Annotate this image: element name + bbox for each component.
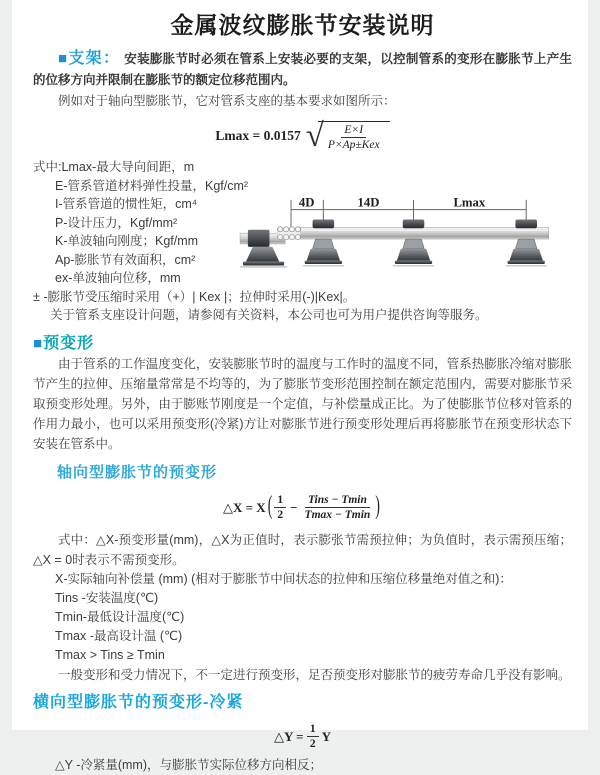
definition-line: P-设计压力，Kgf/mm² — [55, 215, 178, 230]
lateral-preform-formula — [33, 722, 572, 752]
support-example-line: 例如对于轴向型膨胀节，它对管系支座的基本要求如图所示： — [58, 94, 396, 108]
one-half-fraction — [307, 722, 319, 751]
document-content — [12, 10, 588, 775]
fraction-numerator: Tins − Tmin — [305, 493, 370, 508]
cold-pull-note: △Y -冷紧量(mm)，与膨胀节实际位移方向相反； — [55, 757, 323, 772]
open-paren: ( — [267, 492, 273, 521]
pipe — [301, 227, 549, 239]
temperature-relation: Tmax > Tins ≥ Tmin — [55, 647, 165, 662]
fraction — [325, 123, 383, 152]
x-definition: X-实际轴向补偿量 (mm) (相对于膨胀节中间状态的拉伸和压缩位移量绝对值之和)： — [55, 571, 512, 586]
pipe-support-diagram — [240, 192, 588, 290]
page-title: 金属波纹膨胀节安装说明 — [170, 12, 435, 38]
formula-rhs: Y — [321, 728, 331, 744]
square-bullet-icon: ■ — [33, 334, 43, 352]
definition-line: 式中:Lmax-最大导向间距，m — [33, 160, 195, 174]
temperature-definition: Tmax -最高设计温 (℃) — [55, 628, 183, 643]
preform-general-note: 一般变形和受力情况下，不一定进行预变形，足否预变形对膨胀节的疲劳寿命几乎没有影响。 — [58, 667, 571, 682]
axial-preform-formula — [33, 490, 572, 526]
dim-label-lmax: Lmax — [453, 195, 486, 210]
support-section-label: 支架： — [68, 50, 121, 67]
consult-note: 关于管系支座设计问题，请参阅有关资料，本公司也可为用户提供咨询等服务。 — [50, 308, 488, 322]
formula-lhs: △X = X — [223, 499, 266, 515]
dim-label-4d: 4D — [298, 195, 315, 210]
one-half-fraction — [274, 493, 286, 522]
minus-sign: − — [290, 499, 298, 515]
fraction-numerator: 1 — [274, 493, 286, 508]
pipe-guide-support-1 — [303, 219, 344, 266]
close-paren: ) — [375, 492, 380, 521]
lmax-formula — [33, 116, 572, 156]
radical-sign: √ — [305, 118, 324, 154]
lateral-preform-heading: 横向型膨胀节的预变形-冷紧 — [33, 693, 244, 711]
temperature-definition: Tmin-最低设计温度(℃) — [55, 609, 185, 624]
formula-lhs: Lmax = 0.0157 — [215, 128, 301, 143]
square-bullet-icon: ■ — [58, 50, 68, 67]
pipe-guide-support-2 — [393, 219, 434, 266]
definition-line: K-单波轴向刚度；Kgf/mm — [55, 234, 199, 248]
radicand — [318, 121, 390, 152]
fraction-denominator: P×Ap±Kex — [327, 138, 380, 151]
pipe-guide-support-3 — [506, 219, 547, 266]
formula-lhs: △Y = — [274, 728, 304, 744]
preform-body-paragraph: 由于管系的工作温度变化，安装膨胀节时的温度与工作时的温度不同，管系热膨胀冷缩对膨胀节产生的拉伸、压缩量常常是不均等的，为了膨胀节变形范围控制在额定范围内，需要对膨胀节采取预变形处理。另外，由于膨账节刚度是一个定值，与补偿量成正比。为了使膨胀节位移对管系的作用力最小，也可以采用预变形(冷紧)方让对膨胀节进行预变形处理后再将膨胀节在预变形状态下安装在管系中。 — [33, 356, 572, 451]
axial-preform-heading: 轴向型膨胀节的预变形 — [57, 463, 218, 481]
fraction-denominator: 2 — [277, 509, 284, 521]
temperature-fraction — [302, 493, 374, 522]
axial-formula-explanation: 式中：△X-预变形量(mm)，△X为正值时，表示膨张节需预拉伸；为负值时，表示需预压缩；△X = 0时表示不需预变形。 — [33, 532, 572, 567]
document-page — [12, 0, 588, 772]
definition-line: Ap-膨胀节有效面积，cm² — [55, 252, 196, 267]
plus-minus-note: ± -膨胀节受压缩时采用（+）| Kex |；拉伸时采用(-)|Kex|。 — [33, 289, 356, 304]
definition-line: E-管系管道材料弹性投量，Kgf/cm² — [55, 178, 249, 193]
fraction-numerator: 1 — [307, 722, 319, 737]
fraction-denominator: Tmax − Tmin — [304, 509, 371, 521]
definition-line: I-管系管道的惯性矩，cm⁴ — [55, 197, 198, 211]
preform-section-header — [33, 334, 572, 354]
temperature-definition: Tins -安装温度(℃) — [55, 590, 159, 605]
support-intro-text: 安装膨胀节时必须在管系上安装必要的支架，以控制管系的变形在膨胀节上产生的位移方向并限制在膨胀节的额定位移范围内。 — [33, 52, 572, 87]
definition-line: ex-单波轴向位移，mm — [55, 271, 181, 285]
dim-label-14d: 14D — [357, 195, 380, 210]
preform-section-label: 预变形 — [43, 334, 95, 352]
fraction-numerator: E×I — [341, 123, 366, 138]
bellows-icon — [277, 227, 301, 240]
support-intro-paragraph — [33, 48, 572, 91]
fraction-denominator: 2 — [309, 738, 316, 750]
